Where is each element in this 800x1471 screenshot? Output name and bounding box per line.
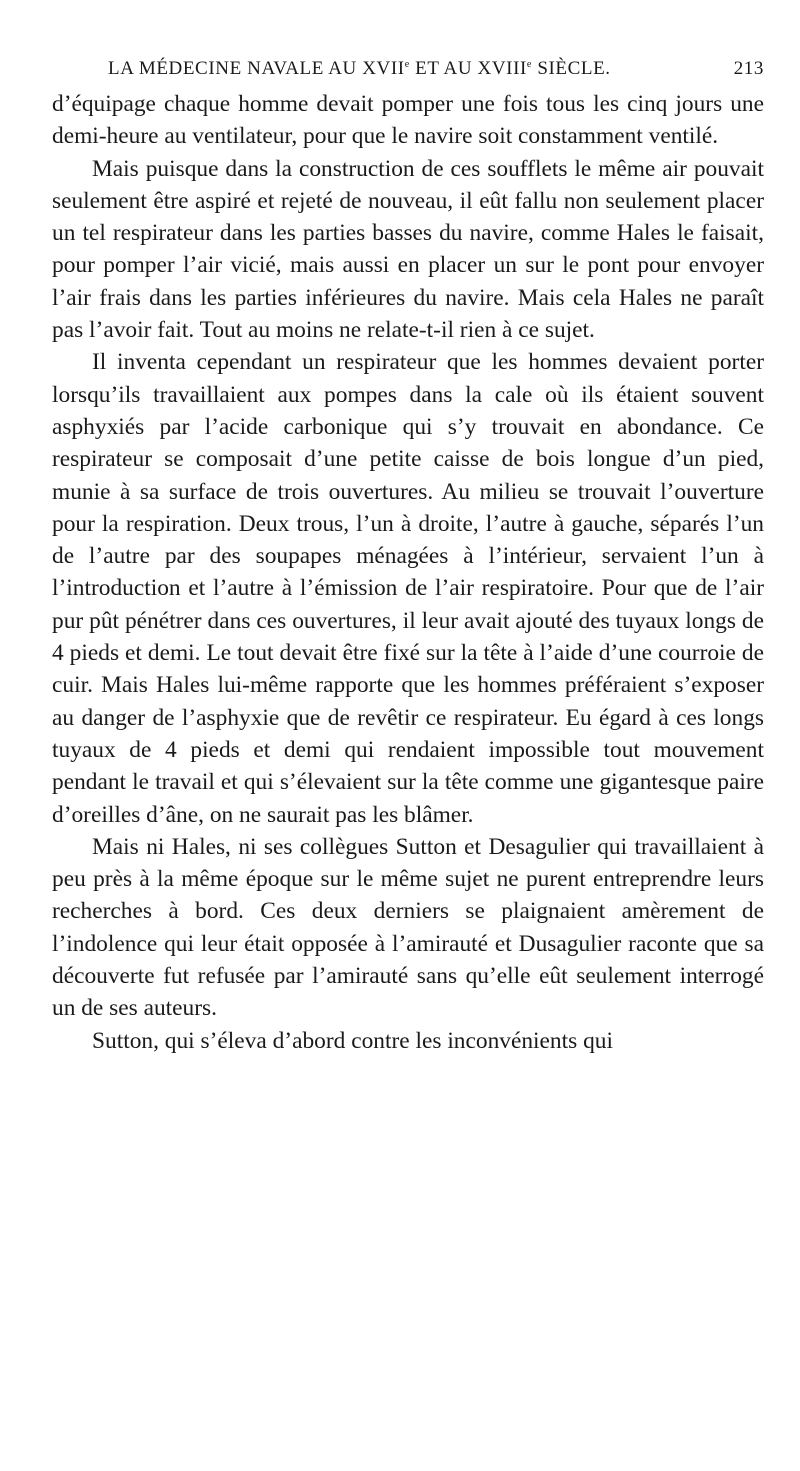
paragraph: Mais ni Hales, ni ses collègues Sutton et Desagulier qui travaillaient à peu près à la même époque sur le même sujet ne purent entreprendre leurs recherches à bord. Ces deux derniers se plaignaient amèrement de l’indolence qui leur était opposée à l’amirauté et Dusagulier raconte que sa découverte fut refusée par l’amirauté sans qu’elle eût seulement interrogé un de ses auteurs. [52,833,764,1022]
running-head-title: LA MÉDECINE NAVALE AU XVIIe ET AU XVIIIe SIÈCLE. [108,58,611,79]
book-page [52,58,764,1057]
page-number: 213 [733,58,764,79]
paragraph: Sutton, qui s’éleva d’abord contre les inconvénients qui [92,1027,613,1054]
running-head [108,58,764,80]
paragraph: Mais puisque dans la construction de ces soufflets le même air pouvait seulement être aspiré et rejeté de nouveau, il eût fallu non seulement placer un tel respirateur dans les parties basses du navire, comme Hales le faisait, pour pomper l’air vicié, mais aussi en placer un sur le pont pour envoyer l’air frais dans les parties inférieures du navire. Mais cela Hales ne paraît pas l’avoir fait. Tout au moins ne relate-t-il rien à ce sujet. [52,155,764,344]
paragraph: d’équipage chaque homme devait pomper une fois tous les cinq jours une demi-heure au ventilateur, pour que le navire soit constamment ventilé. [52,91,764,150]
paragraph: Il inventa cependant un respirateur que les hommes devaient porter lorsqu’ils travaillaient aux pompes dans la cale où ils étaient souvent asphyxiés par l’acide carbonique qui s’y trouvait en abondance. Ce respirateur se composait d’une petite caisse de bois longue d’un pied, munie à sa surface de trois ouvertures. Au milieu se trouvait l’ouverture pour la respiration. Deux trous, l’un à droite, l’autre à gauche, séparés l’un de l’autre par des soupapes ménagées à l’intérieur, servaient l’un à l’introduction et l’autre à l’émission de l’air respiratoire. Pour que de l’air pur pût pénétrer dans ces ouvertures, il leur avait ajouté des tuyaux longs de 4 pieds et demi. Le tout devait être fixé sur la tête à l’aide d’une courroie de cuir. Mais Hales lui-même rapporte que les hommes préféraient s’exposer au danger de l’asphyxie que de revêtir ce respirateur. Eu égard à ces longs tuyaux de 4 pieds et demi qui rendaient impossible tout mouvement pendant le travail et qui s’élevaient sur la tête comme une gigantesque paire d’oreilles d’âne, on ne saurait pas les blâmer. [52,349,764,828]
body-text [52,88,764,1057]
